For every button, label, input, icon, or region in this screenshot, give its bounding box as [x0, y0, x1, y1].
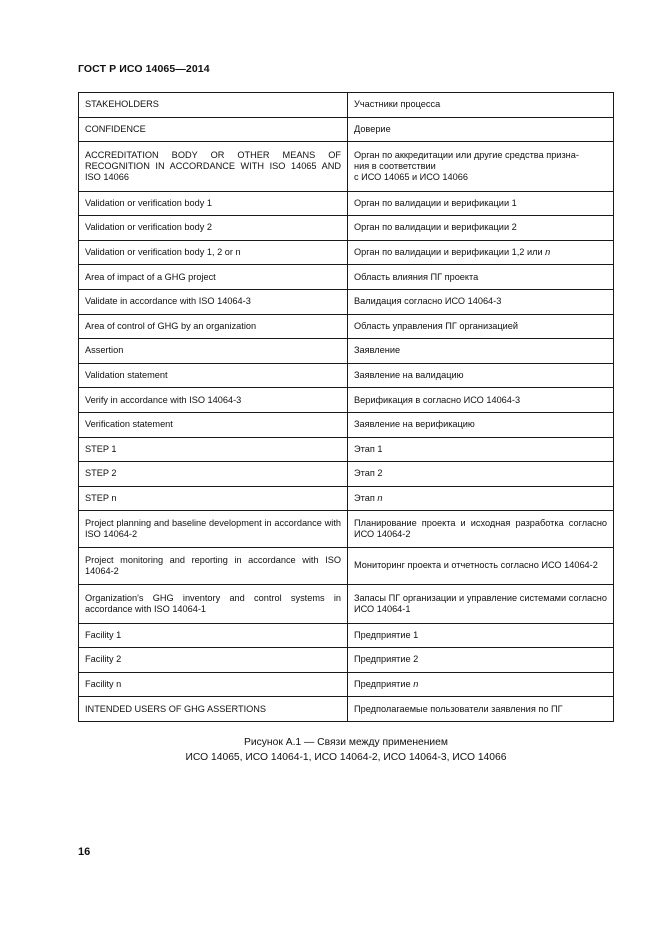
english-term: Verification statement: [79, 412, 348, 437]
english-term: Verify in accordance with ISO 14064-3: [79, 388, 348, 413]
russian-term: [348, 142, 614, 191]
english-term: Validation or verification body 1, 2 or n: [79, 240, 348, 265]
table-row: [79, 289, 614, 314]
english-term: STAKEHOLDERS: [79, 93, 348, 118]
russian-term: Заявление: [348, 339, 614, 364]
table-row: [79, 548, 614, 585]
russian-term-line: с ИСО 14065 и ИСО 14066: [354, 171, 468, 182]
figure-caption: [78, 735, 614, 765]
russian-term: Верификация в согласно ИСО 14064-3: [348, 388, 614, 413]
english-term: Organization's GHG inventory and control systems in accordance with ISO 14064-1: [79, 584, 348, 623]
russian-term: Предприятие 2: [348, 648, 614, 673]
russian-term: Предполагаемые пользователи заявления по ПГ: [348, 697, 614, 722]
english-term: Facility n: [79, 672, 348, 697]
table-row: [79, 339, 614, 364]
russian-term: Доверие: [348, 117, 614, 142]
english-term: Project monitoring and reporting in accordance with ISO 14064-2: [79, 548, 348, 585]
russian-term-variable: n: [413, 679, 419, 690]
russian-term: Область управления ПГ организацией: [348, 314, 614, 339]
table-row: [79, 697, 614, 722]
english-term: Facility 1: [79, 623, 348, 648]
english-term: STEP 1: [79, 437, 348, 462]
russian-term: Этап 1: [348, 437, 614, 462]
russian-term: [348, 672, 614, 697]
terms-table: [78, 92, 614, 722]
russian-term: Запасы ПГ организации и управление системами согласно ИСО 14064-1: [348, 584, 614, 623]
russian-term: Этап 2: [348, 462, 614, 487]
table-row: [79, 93, 614, 118]
russian-term-line: ния в соответствии: [354, 160, 436, 171]
table-row: [79, 142, 614, 191]
russian-term: Мониторинг проекта и отчетность согласно ИСО 14064-2: [348, 548, 614, 585]
russian-term: Участники процесса: [348, 93, 614, 118]
russian-term-variable: n: [545, 246, 551, 257]
russian-term: Заявление на верификацию: [348, 412, 614, 437]
table-row: [79, 117, 614, 142]
russian-term-text: Этап: [354, 492, 375, 503]
table-row: [79, 191, 614, 216]
table-row: [79, 672, 614, 697]
document-header: ГОСТ Р ИСО 14065—2014: [78, 63, 210, 75]
russian-term: Область влияния ПГ проекта: [348, 265, 614, 290]
page-number: 16: [78, 846, 91, 858]
english-term: Assertion: [79, 339, 348, 364]
table-row: [79, 363, 614, 388]
english-term: Area of control of GHG by an organization: [79, 314, 348, 339]
english-term: Area of impact of a GHG project: [79, 265, 348, 290]
russian-term: [348, 240, 614, 265]
table-row: [79, 584, 614, 623]
table-row: [79, 623, 614, 648]
russian-term: Предприятие 1: [348, 623, 614, 648]
russian-term: Заявление на валидацию: [348, 363, 614, 388]
table-row: [79, 314, 614, 339]
english-term: INTENDED USERS OF GHG ASSERTIONS: [79, 697, 348, 722]
english-term: Project planning and baseline development in accordance with ISO 14064-2: [79, 511, 348, 548]
english-term: Facility 2: [79, 648, 348, 673]
table-row: [79, 412, 614, 437]
english-term: Validation statement: [79, 363, 348, 388]
english-term: Validate in accordance with ISO 14064-3: [79, 289, 348, 314]
english-term: CONFIDENCE: [79, 117, 348, 142]
figure-caption-line: ИСО 14065, ИСО 14064-1, ИСО 14064-2, ИСО 14064-3, ИСО 14066: [185, 752, 507, 763]
table-row: [79, 216, 614, 241]
russian-term: Орган по валидации и верификации 2: [348, 216, 614, 241]
russian-term: Валидация согласно ИСО 14064-3: [348, 289, 614, 314]
table-row: [79, 265, 614, 290]
table-row: [79, 486, 614, 511]
table-row: [79, 648, 614, 673]
russian-term-text: Предприятие: [354, 679, 411, 690]
english-term: STEP n: [79, 486, 348, 511]
russian-term-line: Орган по аккредитации или другие средства призна-: [354, 149, 579, 160]
figure-caption-line: Рисунок А.1 — Связи между применением: [244, 737, 448, 748]
english-term: Validation or verification body 2: [79, 216, 348, 241]
table-row: [79, 462, 614, 487]
russian-term-text: Орган по валидации и верификации 1,2 или: [354, 246, 543, 257]
table-row: [79, 240, 614, 265]
english-term: Validation or verification body 1: [79, 191, 348, 216]
russian-term: [348, 486, 614, 511]
english-term: ACCREDITATION BODY OR OTHER MEANS OF RECOGNITION IN ACCORDANCE WITH ISO 14065 AND ISO 14066: [79, 142, 348, 191]
table-row: [79, 437, 614, 462]
russian-term-variable: n: [377, 492, 383, 503]
russian-term: Планирование проекта и исходная разработка согласно ИСО 14064-2: [348, 511, 614, 548]
table-row: [79, 388, 614, 413]
table-row: [79, 511, 614, 548]
russian-term: Орган по валидации и верификации 1: [348, 191, 614, 216]
english-term: STEP 2: [79, 462, 348, 487]
